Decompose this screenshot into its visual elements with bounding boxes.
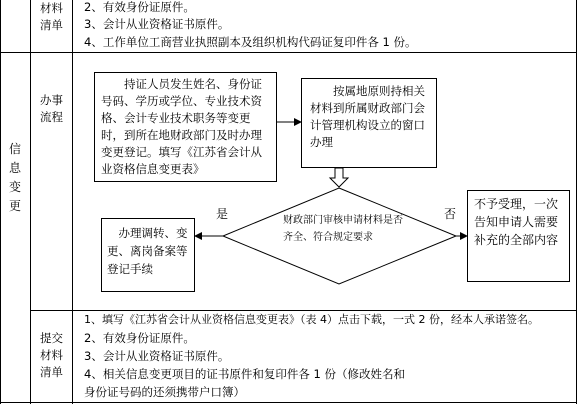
decision-text: 财政部门审核申请材料是否齐全、符合规定要求: [283, 215, 403, 243]
step-yes-text: 办理调转、变更、离岗备案等登记手续: [107, 226, 188, 276]
top-materials-label: 材料清单: [40, 1, 63, 32]
info-change-section-label: 信息变更: [8, 142, 21, 213]
step-yes-box: [101, 218, 195, 292]
step-apply-box: [94, 72, 277, 182]
top-item-4: 4、工作单位工商营业执照副本及组织机构代码证复印件各 1 份。: [84, 35, 417, 49]
submit-item-4-cont: 身份证号码的还须携带户口簿）: [84, 385, 245, 399]
submit-item-3: 3、会计从业资格证书原件。: [84, 349, 230, 363]
yes-label: 是: [216, 207, 229, 221]
submit-item-1: 1、填写《江苏省会计从业资格信息变更表》（表 4）点击下载，一式 2 份，经本人承诺签名。: [84, 313, 539, 326]
top-item-2: 2、有效身份证原件。: [84, 0, 195, 14]
submit-item-2: 2、有效身份证原件。: [84, 331, 195, 345]
submit-materials-label: 提交材料清单: [40, 331, 63, 379]
process-label: 办事流程: [40, 93, 63, 124]
step-submit-text: 按属地原则持相关材料到所属财政部门会计管理机构设立的窗口办理: [310, 84, 425, 149]
top-item-3: 3、会计从业资格证书原件。: [84, 17, 230, 31]
decision-text-line: [283, 212, 403, 246]
submit-item-4: 4、相关信息变更项目的证书原件和复印件各 1 份（修改姓名和: [84, 367, 405, 381]
no-label: 否: [444, 207, 457, 221]
step-submit-box: [301, 78, 437, 168]
step-no-box: [467, 190, 570, 282]
step-no-text: 不予受理，一次告知申请人需要补充的全部内容: [474, 197, 559, 247]
step-apply-text: 持证人员发生姓名、身份证号码、学历或学位、专业技术资格、会计专业技术职务等变更时，到所在地财政部门及时办理变更登记。填写《江苏省会计从业资格信息变更表》: [101, 77, 262, 176]
